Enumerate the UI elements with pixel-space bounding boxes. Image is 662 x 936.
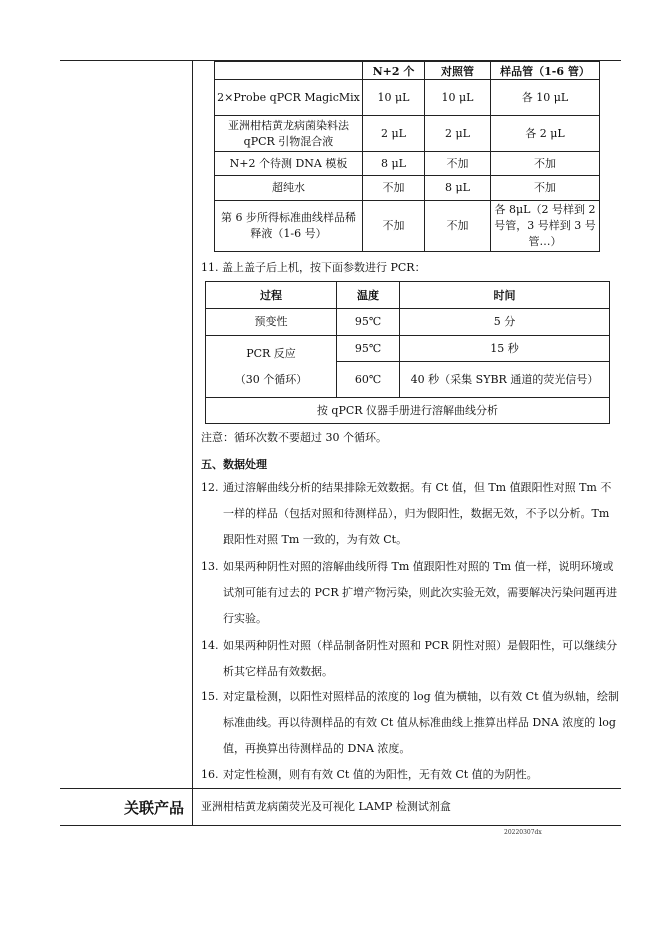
reagent-value: 不加 <box>425 201 491 252</box>
related-products-value: 亚洲柑桔黄龙病菌荧光及可视化 LAMP 检测试剂盒 <box>201 800 451 813</box>
pcr-process-cycle <box>206 336 337 398</box>
reagent-value: 不加 <box>491 152 600 176</box>
reagent-value: 2 μL <box>425 116 491 152</box>
pcr-time: 15 秒 <box>400 336 610 362</box>
table-row <box>215 201 600 252</box>
step-number: 16. <box>201 768 219 781</box>
reagent-value: 不加 <box>425 152 491 176</box>
pcr-process-line2: （30 个循环） <box>234 372 308 386</box>
step-number: 13. <box>201 560 219 573</box>
reagent-value: 2 μL <box>363 116 425 152</box>
footer-code: 20220307dx <box>504 829 542 836</box>
reagent-value: 8 μL <box>363 152 425 176</box>
pcr-header-process: 过程 <box>206 282 337 309</box>
pcr-temp: 60℃ <box>337 362 400 398</box>
reagent-value: 各 8μL（2 号样到 2 号管，3 号样到 3 号管…） <box>491 201 600 252</box>
reagent-header-3: 样品管（1-6 管） <box>491 62 600 80</box>
reagent-name: 2×Probe qPCR MagicMix <box>215 80 363 116</box>
step-text: 通过溶解曲线分析的结果排除无效数据。有 Ct 值，但 Tm 值跟阳性对照 Tm 不一样的样品（包括对照和待测样品），归为假阳性，数据无效，不予以分析。Tm 跟阳性对照 Tm 一致的，为有效 Ct。 <box>223 481 612 546</box>
step-14 <box>201 633 619 685</box>
section-title: 五、数据处理 <box>201 458 267 471</box>
step-text: 对定量检测，以阳性对照样品的浓度的 log 值为横轴，以有效 Ct 值为纵轴，绘制标准曲线。再以待测样品的有效 Ct 值从标准曲线上推算出样品 DNA 浓度的 log 值，再换算出待测样品的 DNA 浓度。 <box>223 690 620 755</box>
pcr-header-temp: 温度 <box>337 282 400 309</box>
pcr-header-time: 时间 <box>400 282 610 309</box>
reagent-table <box>214 61 600 252</box>
pcr-time: 5 分 <box>400 309 610 336</box>
reagent-name: N+2 个待测 DNA 模板 <box>215 152 363 176</box>
cycle-note: 注意：循环次数不要超过 30 个循环。 <box>201 431 387 444</box>
step-15 <box>201 684 619 762</box>
reagent-name: 亚洲柑桔黄龙病菌染料法 qPCR 引物混合液 <box>215 116 363 152</box>
reagent-value: 各 10 μL <box>491 80 600 116</box>
step-number: 14. <box>201 639 219 652</box>
reagent-header-1: N+2 个 <box>363 62 425 80</box>
reagent-value: 8 μL <box>425 176 491 201</box>
related-top-rule <box>60 788 621 789</box>
step-number: 15. <box>201 690 219 703</box>
step-text: 如果两种阴性对照的溶解曲线所得 Tm 值跟阳性对照的 Tm 值一样，说明环境或试剂可能有过去的 PCR 扩增产物污染，则此次实验无效，需要解决污染问题再进行实验。 <box>223 560 618 625</box>
reagent-header-0 <box>215 62 363 80</box>
table-row <box>206 398 610 424</box>
pcr-program-table <box>205 281 610 424</box>
pcr-time: 40 秒（采集 SYBR 通道的荧光信号） <box>400 362 610 398</box>
pcr-process: 预变性 <box>206 309 337 336</box>
reagent-value: 不加 <box>491 176 600 201</box>
step-12 <box>201 475 619 553</box>
left-column-divider <box>192 60 193 825</box>
step-number: 12. <box>201 481 219 494</box>
reagent-value: 10 μL <box>425 80 491 116</box>
table-row <box>215 176 600 201</box>
pcr-process-line1: PCR 反应 <box>246 346 296 360</box>
step-16 <box>201 762 619 788</box>
reagent-value: 不加 <box>363 176 425 201</box>
table-row <box>206 336 610 362</box>
table-row <box>215 80 600 116</box>
reagent-name: 超纯水 <box>215 176 363 201</box>
step-11: 11. 盖上盖子后上机，按下面参数进行 PCR： <box>201 261 426 274</box>
reagent-name: 第 6 步所得标准曲线样品稀释液（1-6 号） <box>215 201 363 252</box>
step-text: 对定性检测，则有有效 Ct 值的为阳性，无有效 Ct 值的为阴性。 <box>223 768 538 781</box>
reagent-value: 各 2 μL <box>491 116 600 152</box>
table-row <box>215 116 600 152</box>
pcr-melt-curve: 按 qPCR 仪器手册进行溶解曲线分析 <box>206 398 610 424</box>
step-13 <box>201 554 619 632</box>
reagent-value: 10 μL <box>363 80 425 116</box>
pcr-temp: 95℃ <box>337 336 400 362</box>
table-row <box>215 152 600 176</box>
related-products-label: 关联产品 <box>124 799 185 817</box>
table-row <box>206 309 610 336</box>
reagent-header-2: 对照管 <box>425 62 491 80</box>
bottom-rule <box>60 825 621 826</box>
step-text: 如果两种阴性对照（样品制备阴性对照和 PCR 阴性对照）是假阳性，可以继续分析其它样品有效数据。 <box>223 639 618 678</box>
pcr-temp: 95℃ <box>337 309 400 336</box>
reagent-value: 不加 <box>363 201 425 252</box>
